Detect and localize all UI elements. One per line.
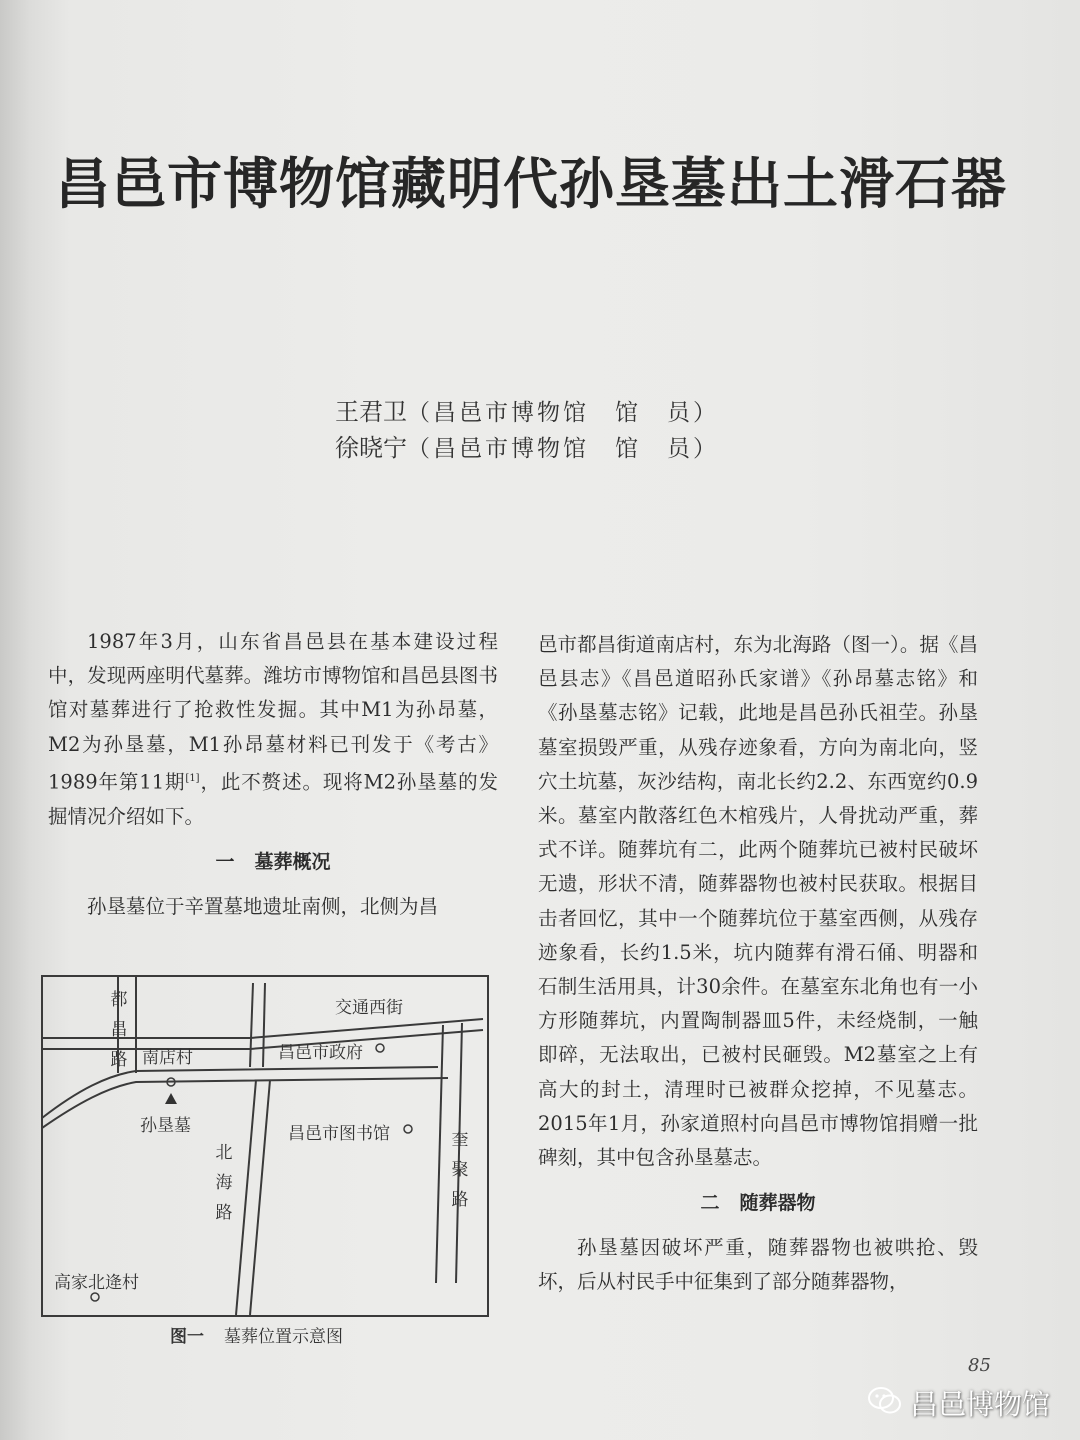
- author-line: [335, 428, 719, 463]
- article-title: 昌邑市博物馆藏明代孙垦墓出土滑石器: [55, 152, 1008, 216]
- map-label-beihai-road: 北海路: [215, 1143, 233, 1223]
- government-marker: [374, 1042, 386, 1054]
- body-paragraph: 孙垦墓因破坏严重，随葬器物也被哄抢、毁坏，后从村民手中征集到了部分随葬器物，: [538, 1236, 978, 1294]
- section-heading: 二 随葬器物: [700, 1192, 816, 1215]
- section-heading: 一 墓葬概况: [215, 850, 331, 873]
- figure-caption: 图一 墓葬位置示意图: [170, 1327, 343, 1347]
- left-column: [48, 625, 498, 924]
- map-label-jiaotong-street: 交通西街: [335, 998, 403, 1018]
- author-line: [335, 392, 719, 427]
- map-label-kuiju-road: 奎聚路: [451, 1130, 469, 1210]
- map-label-government: 昌邑市政府: [278, 1043, 363, 1063]
- wechat-icon: [868, 1386, 902, 1420]
- footnote-mark: [1]: [185, 772, 200, 784]
- location-map: [38, 975, 490, 1320]
- body-paragraph: 孙垦墓位于辛置墓地遗址南侧，北侧为昌: [87, 894, 439, 918]
- map-label-gaojia-village: 高家北逄村: [54, 1273, 139, 1293]
- map-label-nandian-village: 南店村: [142, 1048, 193, 1068]
- author-name: 徐晓宁: [335, 434, 407, 462]
- watermark-text: 昌邑博物馆: [910, 1388, 1051, 1421]
- map-label-duchang-road: 都昌路: [110, 990, 128, 1070]
- page-number: 85: [968, 1355, 991, 1376]
- map-label-library: 昌邑市图书馆: [288, 1124, 390, 1144]
- author-name: 王君卫: [335, 398, 407, 426]
- body-paragraph: 邑市都昌街道南店村，东为北海路（图一）。据《昌邑县志》《昌邑道昭孙氏家谱》《孙昂墓志铭》和《孙垦墓志铭》记载，此地是昌邑孙氏祖茔。孙垦墓室损毁严重，从残存迹象看，方向为南北向，竖穴土坑墓，灰沙结构，南北长约2.2、东西宽约0.9米。墓室内散落红色木棺残片，人骨扰动严重，葬式不详。随葬坑有二，此两个随葬坑已被村民破坏无遗，形状不清，随葬器物也被村民获取。根据目击者回忆，其中一个随葬坑位于墓室西侧，从残存迹象看，长约1.5米，坑内随葬有滑石俑、明器和石制生活用具，计30余件。在墓室东北角也有一小方形随葬坑，内置陶制器皿5件，未经烧制，一触即碎，无法取出，已被村民砸毁。M2墓室之上有高大的封土，清理时已被群众挖掉，不见墓志。2015年1月，孙家道照村向昌邑市博物馆捐赠一批碑刻，其中包含孙垦墓志。: [538, 633, 978, 1170]
- author-affiliation: （昌邑市博物馆 馆 员）: [407, 436, 719, 462]
- author-affiliation: （昌邑市博物馆 馆 员）: [407, 400, 719, 426]
- right-column: [538, 628, 978, 1300]
- watermark: [868, 1383, 1050, 1423]
- intro-paragraph: 1987年3月，山东省昌邑县在基本建设过程中，发现两座明代墓葬。潍坊市博物馆和昌邑县图书馆对墓葬进行了抢救性发掘。其中M1为孙昂墓，M2为孙垦墓，M1孙昂墓材料已刊发于《考古》1989年第11期[1]，此不赘述。现将M2孙垦墓的发掘情况介绍如下。: [48, 630, 498, 828]
- map-label-tomb: 孙垦墓: [140, 1116, 191, 1136]
- library-marker: [402, 1123, 414, 1135]
